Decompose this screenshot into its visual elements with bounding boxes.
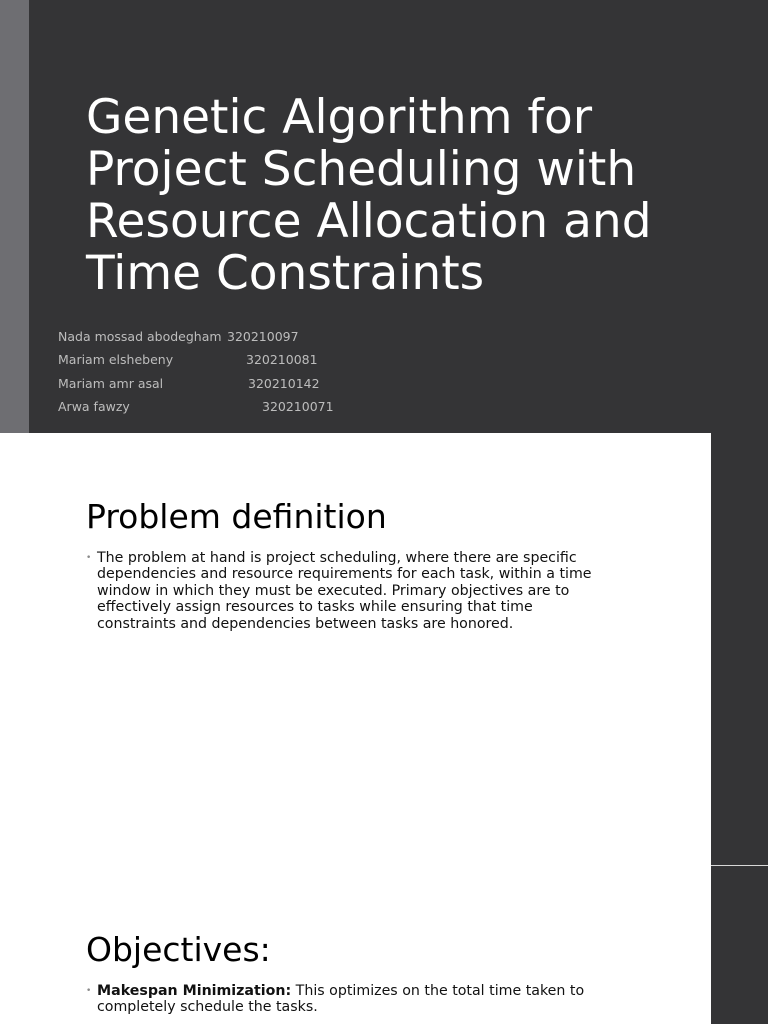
objectives-bullet-text <box>97 983 616 1016</box>
author-row <box>58 396 398 419</box>
presentation-title: Genetic Algorithm for Project Scheduling with Resource Allocation and Time Constraints <box>86 90 652 301</box>
author-row <box>58 349 398 372</box>
author-id: 320210071 <box>262 398 334 414</box>
author-row <box>58 373 398 396</box>
author-id: 320210142 <box>248 375 320 391</box>
author-id: 320210081 <box>246 352 318 368</box>
objectives-heading: Objectives: <box>86 930 271 969</box>
author-name: Mariam amr asal <box>58 375 164 391</box>
bullet-dot: • <box>86 553 92 563</box>
accent-bar <box>0 0 29 433</box>
problem-bullet-text: The problem at hand is project scheduling, where there are specific dependencies and resource requirements for each task, within a time window in which they must be executed. Primary objectives are to effectively assign resources to tasks while ensuring that time constraints and dependencies between tasks are honored. <box>97 550 592 632</box>
content-slide <box>0 433 711 1024</box>
slide-divider <box>711 865 768 866</box>
side-strip <box>711 433 768 1024</box>
author-name: Arwa fawzy <box>58 398 130 414</box>
author-id: 320210097 <box>227 329 299 344</box>
author-list <box>58 326 398 419</box>
bullet-dot: • <box>86 986 92 996</box>
author-name: Nada mossad abodegham <box>58 329 222 344</box>
author-row <box>58 326 398 349</box>
author-name: Mariam elshebeny <box>58 352 174 368</box>
objectives-bullet <box>86 983 616 1016</box>
problem-bullet <box>86 550 616 632</box>
problem-heading: Problem definition <box>86 497 387 536</box>
title-slide <box>0 0 768 433</box>
objective-description: This optimizes on the total time taken to completely schedule the tasks. <box>97 983 585 1016</box>
objective-term: Makespan Minimization: <box>97 983 292 999</box>
